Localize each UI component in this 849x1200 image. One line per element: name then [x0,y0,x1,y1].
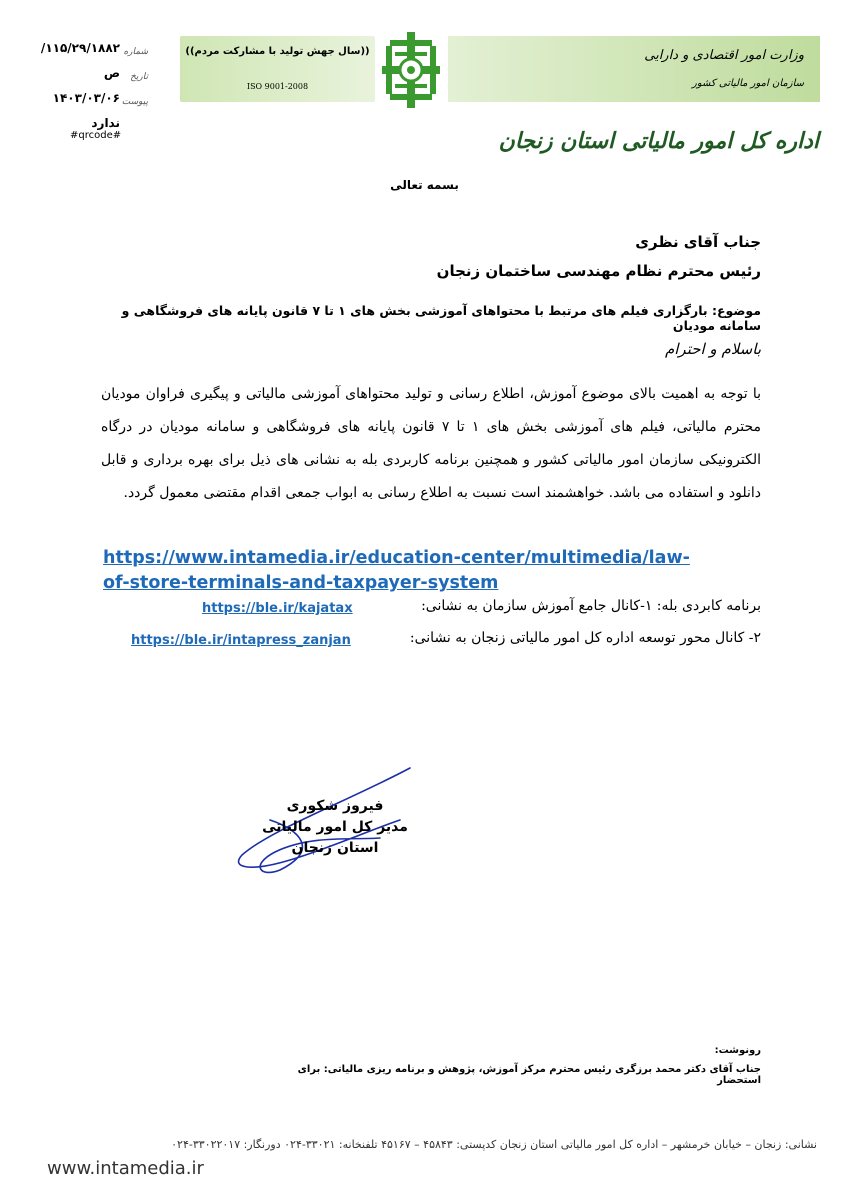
letter-subject: موضوع: بارگزاری فیلم های مرتبط با محتواهای آموزشی بخش های ۱ تا ۷ قانون پایانه های فروشگاهی و سامانه مودیان [121,303,761,333]
organization-name: سازمان امور مالیاتی کشور [692,78,804,89]
office-title: اداره کل امور مالیاتی استان زنجان [498,128,819,154]
bale-channel-item-2: ۲- کانال محور توسعه اداره کل امور مالیاتی زنجان به نشانی: [409,630,761,646]
tax-organization-logo-icon [380,30,442,110]
year-slogan: ((سال جهش تولید با مشارکت مردم)) [185,46,370,57]
recipient-block [437,228,761,286]
ministry-band [448,36,820,102]
cc-recipient: جناب آقای دکتر محمد برزگری رئیس محترم مرکز آموزش، پژوهش و برنامه ریزی مالیاتی: برای استحضار [297,1064,761,1086]
footer-address: نشانی: زنجان – خیابان خرمشهر – اداره کل امور مالیاتی استان زنجان کدپستی: ۴۵۸۴۳ – ۴۵۱۶۷ تلفنخانه: ۳۳۰۲۱-۰۲۴ دورنگار: ۳۳۰۲۲۰۱۷-۰۲۴ [171,1138,817,1151]
iso-badge: ISO 9001-2008 [246,82,309,91]
date-label: تاریخ [130,72,148,82]
slogan-band [180,36,375,102]
signer-name: فیروز شکوری [286,798,384,814]
attachment-label: پیوست [121,97,148,107]
footer-website[interactable]: www.intamedia.ir [47,1158,204,1179]
ministry-name: وزارت امور اقتصادی و دارایی [644,48,804,63]
education-center-link[interactable]: https://www.intamedia.ir/education-center/multimedia/law-of-store-terminals-and-taxpayer-system [103,548,690,593]
kajatax-link[interactable]: https://ble.ir/kajatax [202,601,353,616]
recipient-name: جناب آقای نظری [635,233,761,251]
signer-title: مدیر کل امور مالیاتی [262,819,408,835]
signature-block [250,796,420,859]
signer-province: استان زنجان [291,840,379,856]
intapress-zanjan-link[interactable]: https://ble.ir/intapress_zanjan [131,633,351,648]
letter-paragraph: با توجه به اهمیت بالای موضوع آموزش، اطلاع رسانی و تولید محتواهای آموزشی مالیاتی و پیگیری فراوان مودیان محترم مالیاتی، فیلم های آموزشی بخش های ۱ تا ۷ قانون پایانه های فروشگاهی و سامانه مودیان در درگاه الکترونیکی سازمان امور مالیاتی کشور و همچنین برنامه کاربردی بله به نشانی های ذیل برای بهره برداری و قابل دانلود و استفاده می باشد. خواهشمند است نسبت به اطلاع رسانی به ابواب جمعی اقدام مقتضی معمول گردد. [101,386,762,501]
letter-number: ۱۱۵/۲۹/۱۸۸۲/ص [40,41,120,80]
recipient-title: رئیس محترم نظام مهندسی ساختمان زنجان [436,262,761,280]
qrcode-placeholder: #qrcode# [70,130,122,141]
letter-meta-values [30,36,120,136]
bale-channel-item-1: برنامه کابردی بله: ۱-کانال جامع آموزش سازمان به نشانی: [421,598,761,614]
letter-meta-labels [118,40,148,115]
basmala: بسمه تعالی [390,178,459,192]
cc-label: رونوشت: [714,1045,761,1056]
letter-date: ۱۴۰۳/۰۳/۰۶ [52,91,120,105]
letter-attachment: ندارد [91,116,120,130]
number-label: شماره [123,47,148,57]
greeting: باسلام و احترام [664,340,761,358]
